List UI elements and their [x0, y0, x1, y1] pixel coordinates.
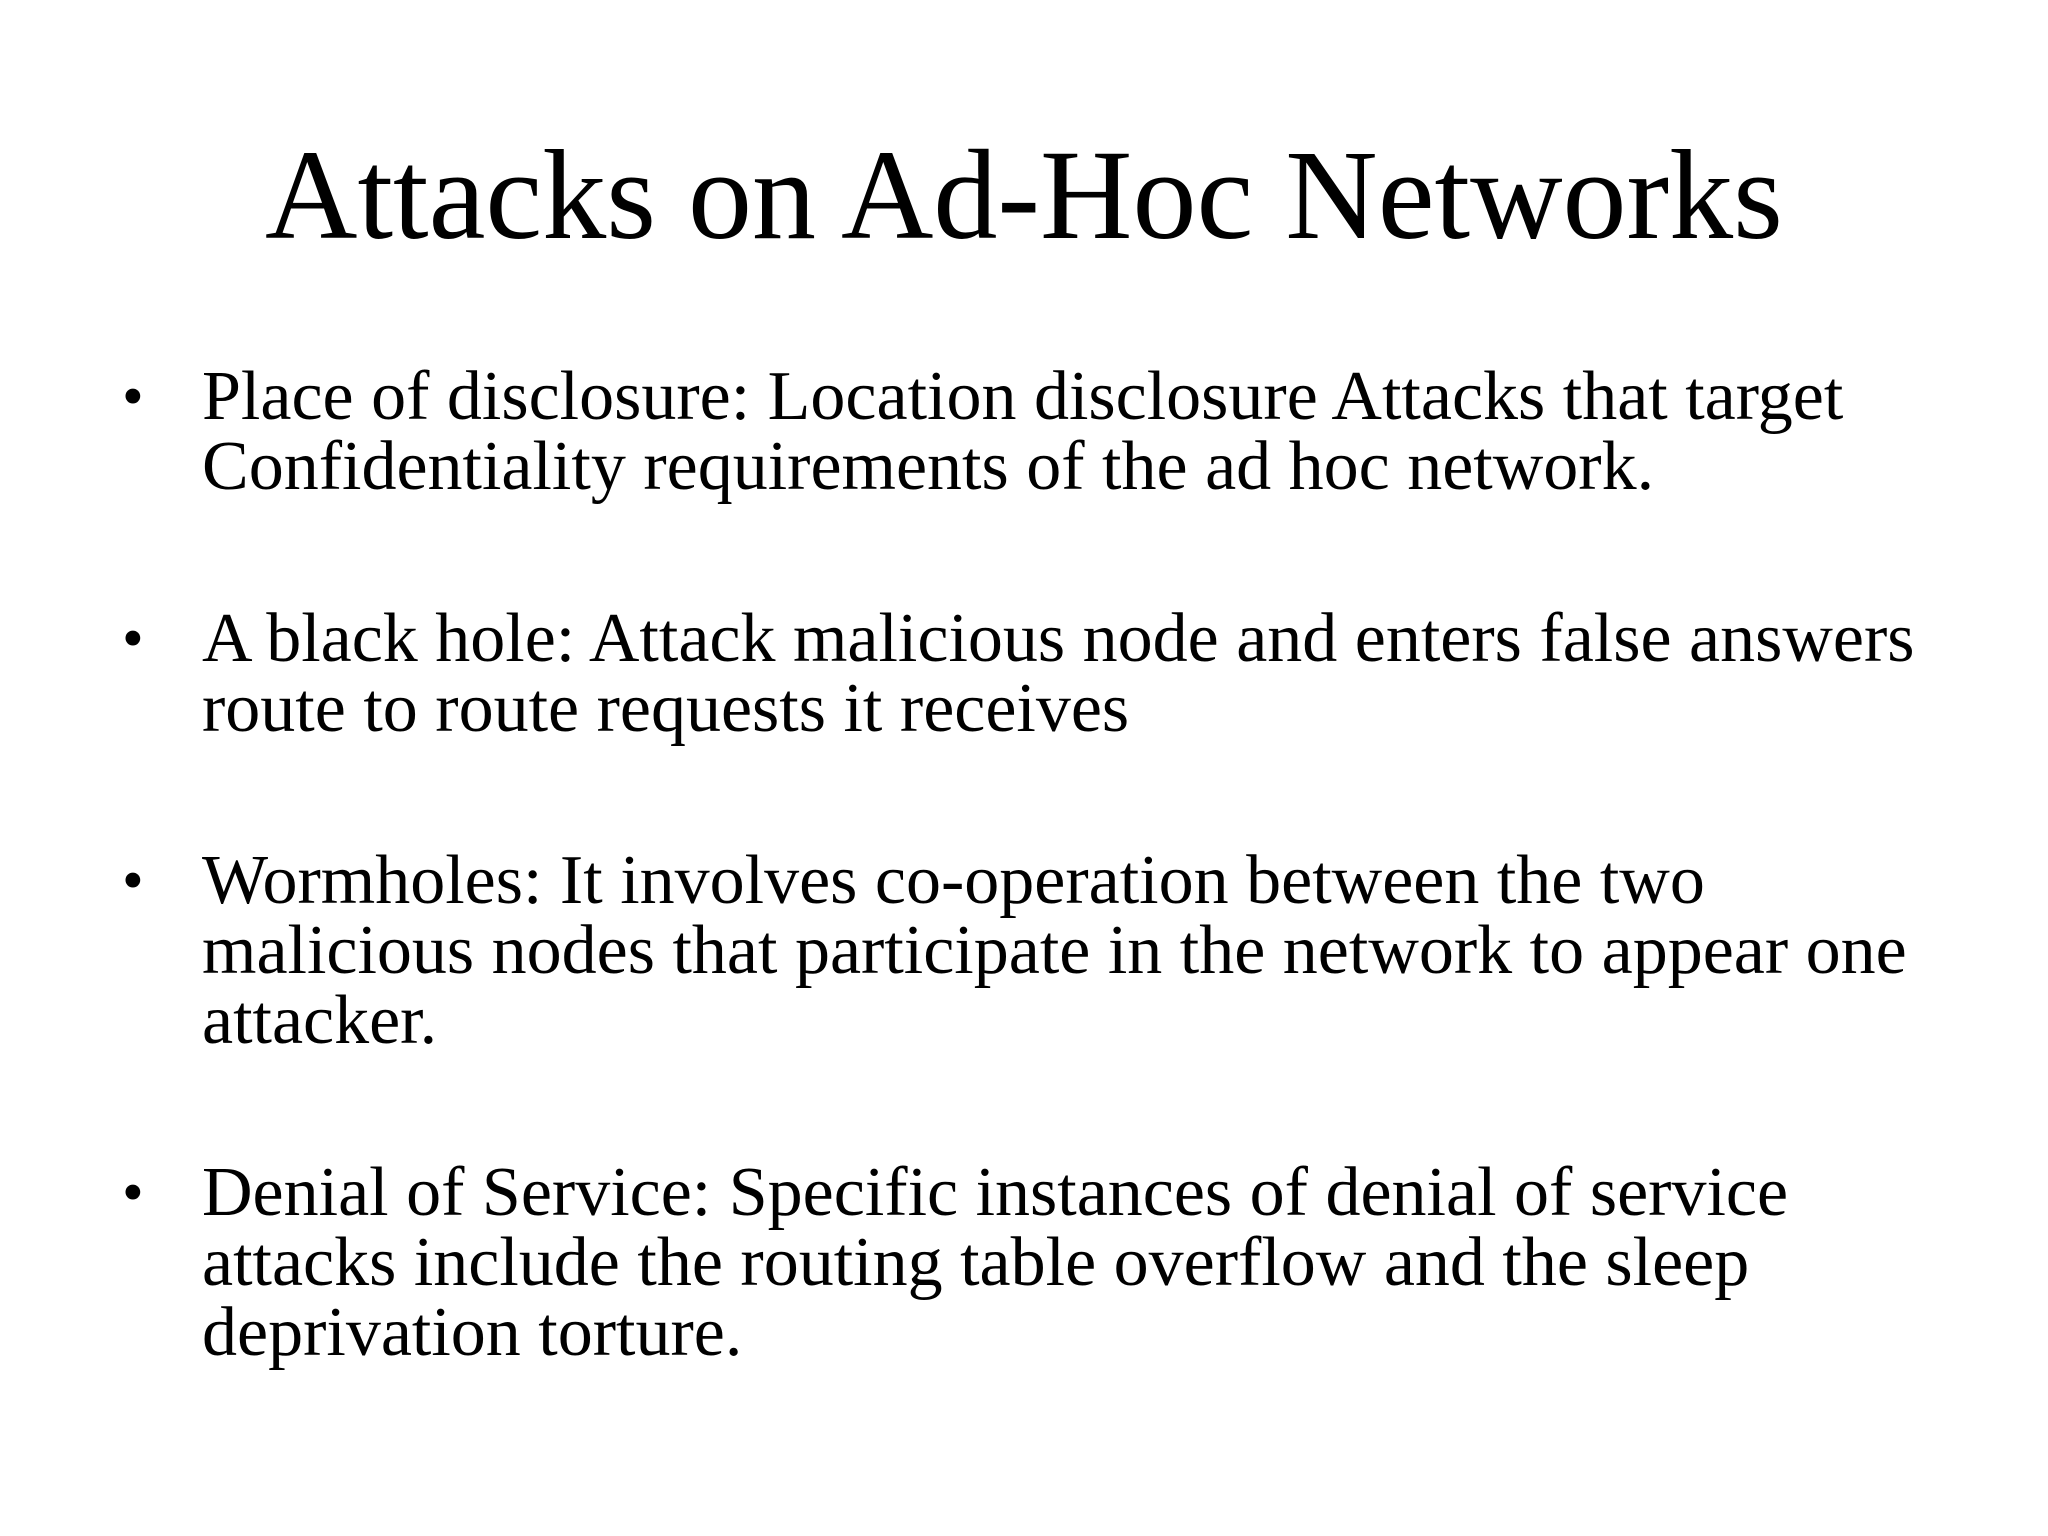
bullet-icon: • — [122, 847, 144, 915]
bullet-text: Place of disclosure: Location disclosure Attacks that target Confidentiality requirements of the ad hoc network. — [202, 358, 1844, 505]
bullet-icon: • — [122, 1159, 144, 1227]
bullet-item-denial-of-service — [118, 1154, 1978, 1371]
bullet-item-location-disclosure — [118, 358, 1978, 505]
bullet-list — [118, 358, 1978, 1371]
bullet-icon: • — [122, 363, 144, 431]
bullet-text: A black hole: Attack malicious node and enters false answers route to route requests it receives — [202, 600, 1915, 747]
bullet-item-black-hole — [118, 600, 1978, 747]
bullet-text: Wormholes: It involves co-operation between the two malicious nodes that participate in the network to appear one attacker. — [202, 842, 1907, 1059]
bullet-icon: • — [122, 605, 144, 673]
slide-title: Attacks on Ad-Hoc Networks — [265, 124, 1783, 266]
bullet-text: Denial of Service: Specific instances of denial of service attacks include the routing table overflow and the sleep deprivation torture. — [202, 1154, 1789, 1371]
bullet-item-wormholes — [118, 842, 1978, 1059]
